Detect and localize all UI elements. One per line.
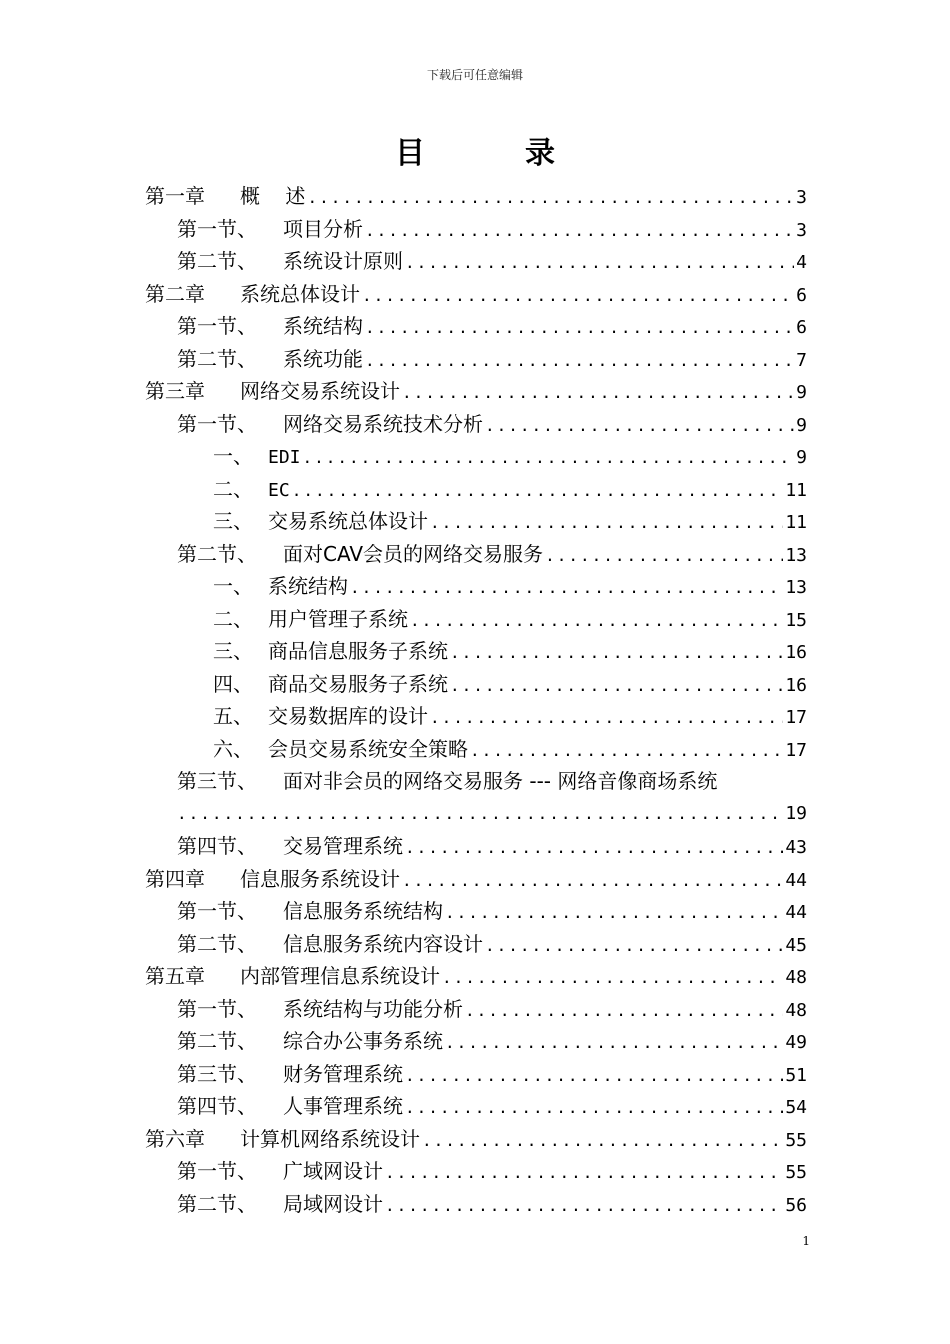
toc-dot-leader [303,442,795,475]
toc-entry-page: 16 [785,674,807,696]
toc-dot-leader [402,865,783,898]
toc-dot-leader [410,605,783,638]
toc-entry[interactable] [145,993,807,1026]
toc-dot-leader [430,702,783,735]
toc-entry-page: 56 [785,1194,807,1216]
toc-entry[interactable] [145,863,807,896]
toc-entry-text: 交易系统总体设计 [268,509,428,533]
toc-dot-leader [292,475,784,508]
toc-entry-text: 系统设计原则 [283,249,403,273]
toc-entry-number: 三、 [213,509,253,533]
toc-entry-page: 17 [785,707,807,728]
toc-entry-wrapped[interactable] [145,765,807,798]
toc-entry-label [213,700,428,733]
toc-entry-label [145,960,440,993]
toc-entry-number: 第三节、 [177,1061,257,1086]
toc-entry-page: 9 [796,414,807,436]
toc-entry-page: 6 [796,284,807,306]
toc-entry-text: 广域网设计 [283,1159,383,1183]
toc-entry-text: 系统结构 [283,314,363,338]
toc-entry-label [177,928,483,961]
toc-dot-leader [450,637,783,670]
toc-entry-number: 第二节、 [177,1029,257,1053]
toc-dot-leader [442,962,783,995]
toc-entry-label [213,668,448,701]
toc-entry-number: 第一节、 [177,899,257,923]
toc-dot-leader [385,1190,783,1223]
toc-entry-page: 19 [785,802,807,824]
toc-entry-page: 11 [785,479,807,501]
toc-entry-label [213,440,301,475]
toc-entry-text: 局域网设计 [283,1191,383,1216]
toc-dot-leader [405,247,794,280]
toc-entry-label [177,310,363,343]
toc-entry[interactable] [145,1090,807,1123]
toc-entry-page: 11 [785,512,807,533]
toc-entry[interactable] [145,505,807,538]
toc-entry-page: 44 [785,902,807,923]
toc-entry-label [177,343,363,376]
toc-entry-label [177,1090,403,1123]
toc-entry[interactable] [145,570,807,603]
toc-entry[interactable] [145,440,807,473]
toc-entry-number: 第四节、 [177,1094,257,1118]
toc-entry-label [177,408,483,441]
toc-entry-page: 9 [796,382,807,403]
toc-entry-label [177,895,443,928]
toc-entry-number: 第五章 [145,964,205,988]
toc-title-left: 目 [395,136,425,171]
toc-entry-page: 51 [785,1064,807,1086]
toc-dot-leader [485,410,794,443]
toc-entry-number: 五、 [213,704,253,728]
toc-entry-text: 系统结构与功能分析 [283,996,463,1021]
toc-entry-number: 第一章 [145,184,205,208]
toc-entry-text: 系统功能 [283,346,363,371]
toc-entry-text: EC [268,479,290,501]
toc-entry-text: 商品交易服务子系统 [268,671,448,696]
toc-entry-label [213,570,348,603]
toc-entry-number: 第一节、 [177,411,257,436]
toc-entry-label [145,1123,420,1156]
toc-dot-leader [365,345,794,378]
toc-entry[interactable] [145,1188,807,1221]
toc-entry[interactable] [145,180,807,213]
toc-entry-text: EDI [268,447,301,468]
toc-entry-text: 项目分析 [283,216,363,241]
toc-entry-text: 面对CAV会员的网络交易服务 [283,541,544,566]
toc-dot-leader [362,280,794,313]
page-number: 1 [802,1234,810,1248]
toc-entry-label [145,863,400,896]
toc-entry-text: 计算机网络系统设计 [240,1126,420,1151]
toc-dot-leader [365,312,794,345]
toc-entry[interactable] [145,895,807,928]
toc-entry-label [213,505,428,538]
toc-entry-page: 44 [785,869,807,891]
toc-entry-number: 第四节、 [177,834,257,858]
toc-entry-number: 二、 [213,606,253,631]
toc-entry[interactable] [145,733,807,766]
toc-entry-page: 16 [785,642,807,663]
table-of-contents [145,180,807,1220]
toc-entry[interactable] [145,245,807,278]
toc-entry-number: 第四章 [145,866,205,891]
toc-entry-page: 43 [785,837,807,858]
toc-entry-label [177,1155,383,1188]
toc-entry[interactable] [145,635,807,668]
toc-entry-label [145,180,305,213]
toc-entry-label [177,830,403,863]
toc-entry-page: 7 [796,349,807,371]
toc-entry-page: 3 [796,187,807,208]
toc-entry-page: 4 [796,252,807,273]
toc-dot-leader [450,670,783,703]
toc-entry-text: 网络交易系统技术分析 [283,411,483,436]
toc-entry[interactable] [145,603,807,636]
toc-entry-page: 13 [785,544,807,566]
toc-entry-text: 系统结构 [268,574,348,598]
toc-entry-text: 交易数据库的设计 [268,704,428,728]
toc-dot-leader [445,897,783,930]
toc-entry-text: 用户管理子系统 [268,606,408,631]
toc-entry-text: 面对非会员的网络交易服务 --- 网络音像商场系统 [283,769,718,793]
toc-entry-number: 一、 [213,574,253,598]
toc-entry-label [145,375,400,408]
toc-entry-label [145,278,360,311]
toc-entry[interactable] [145,408,807,441]
toc-entry-page: 49 [785,1032,807,1053]
toc-entry-label [177,1025,443,1058]
toc-entry[interactable] [145,538,807,571]
toc-dot-leader [545,540,783,573]
toc-entry-wrapped-continuation[interactable] [145,798,807,831]
toc-entry-label [177,213,363,246]
toc-entry-text: 商品信息服务子系统 [268,639,448,663]
toc-entry-page: 54 [785,1097,807,1118]
toc-entry[interactable] [145,473,807,506]
toc-entry-label [177,1188,383,1221]
toc-dot-leader [405,1092,783,1125]
toc-entry-number: 三、 [213,639,253,663]
toc-entry-number: 第一节、 [177,996,257,1021]
toc-entry-label [177,993,463,1026]
toc-dot-leader [405,1060,783,1093]
toc-dot-leader [385,1157,783,1190]
toc-entry-number: 第一节、 [177,314,257,338]
toc-entry[interactable] [145,700,807,733]
toc-entry-number: 二、 [213,476,253,501]
toc-entry-page: 9 [796,447,807,468]
toc-entry-page: 45 [785,934,807,956]
toc-entry-text: 内部管理信息系统设计 [240,964,440,988]
toc-entry-label [213,635,448,668]
toc-entry[interactable] [145,213,807,246]
toc-entry-text: 信息服务系统内容设计 [283,931,483,956]
page-header: 下载后可任意编辑 [426,68,523,82]
toc-entry-text: 交易管理系统 [283,834,403,858]
toc-title [0,128,950,172]
toc-entry[interactable] [145,278,807,311]
toc-entry-label [213,473,290,508]
toc-dot-leader [177,798,785,831]
toc-entry[interactable] [145,1155,807,1188]
toc-entry-text: 信息服务系统结构 [283,899,443,923]
toc-entry-text: 网络交易系统设计 [240,379,400,403]
toc-entry-number: 四、 [213,671,253,696]
toc-entry-page: 48 [785,967,807,988]
toc-entry-number: 一、 [213,444,253,468]
toc-entry-number: 第二章 [145,281,205,306]
toc-entry-number: 第二节、 [177,1191,257,1216]
toc-entry-number: 第三节、 [177,769,257,793]
toc-entry[interactable] [145,1123,807,1156]
toc-dot-leader [445,1027,783,1060]
toc-entry-page: 48 [785,999,807,1021]
toc-entry-number: 第一节、 [177,1159,257,1183]
toc-entry-number: 第二节、 [177,249,257,273]
toc-dot-leader [430,507,783,540]
toc-entry-number: 第六章 [145,1126,205,1151]
toc-entry-number: 第二节、 [177,541,257,566]
toc-entry-text: 信息服务系统设计 [240,866,400,891]
toc-entry-label [177,245,403,278]
toc-entry-text: 系统总体设计 [240,281,360,306]
toc-title-right: 录 [525,136,555,171]
toc-entry-text: 会员交易系统安全策略 [268,736,468,761]
toc-entry-label [177,538,543,571]
toc-entry-page: 55 [785,1129,807,1151]
toc-entry-page: 6 [796,317,807,338]
toc-entry-page: 3 [796,219,807,241]
toc-entry-number: 第二节、 [177,346,257,371]
toc-dot-leader [405,832,783,865]
toc-entry-page: 17 [785,739,807,761]
toc-entry-page: 15 [785,609,807,631]
toc-entry-number: 第三章 [145,379,205,403]
toc-entry-number: 第二节、 [177,931,257,956]
toc-entry[interactable] [145,928,807,961]
toc-dot-leader [307,182,794,215]
toc-entry-label [177,1058,403,1091]
toc-entry-number: 六、 [213,736,253,761]
toc-entry-text: 概 述 [240,184,306,208]
toc-entry[interactable] [145,1058,807,1091]
toc-entry-text: 综合办公事务系统 [283,1029,443,1053]
toc-entry[interactable] [145,830,807,863]
toc-entry[interactable] [145,375,807,408]
toc-entry-page: 55 [785,1162,807,1183]
toc-dot-leader [350,572,783,605]
toc-dot-leader [422,1125,783,1158]
toc-entry-label [213,603,408,636]
toc-dot-leader [365,215,794,248]
toc-entry-text: 人事管理系统 [283,1094,403,1118]
toc-entry[interactable] [145,960,807,993]
toc-entry[interactable] [145,343,807,376]
toc-dot-leader [465,995,783,1028]
toc-dot-leader [402,377,794,410]
toc-entry[interactable] [145,1025,807,1058]
toc-dot-leader [470,735,783,768]
toc-dot-leader [485,930,783,963]
toc-entry-text: 财务管理系统 [283,1061,403,1086]
toc-entry-label [213,733,468,766]
toc-entry[interactable] [145,668,807,701]
toc-entry-page: 13 [785,577,807,598]
toc-entry-number: 第一节、 [177,216,257,241]
toc-entry[interactable] [145,310,807,343]
